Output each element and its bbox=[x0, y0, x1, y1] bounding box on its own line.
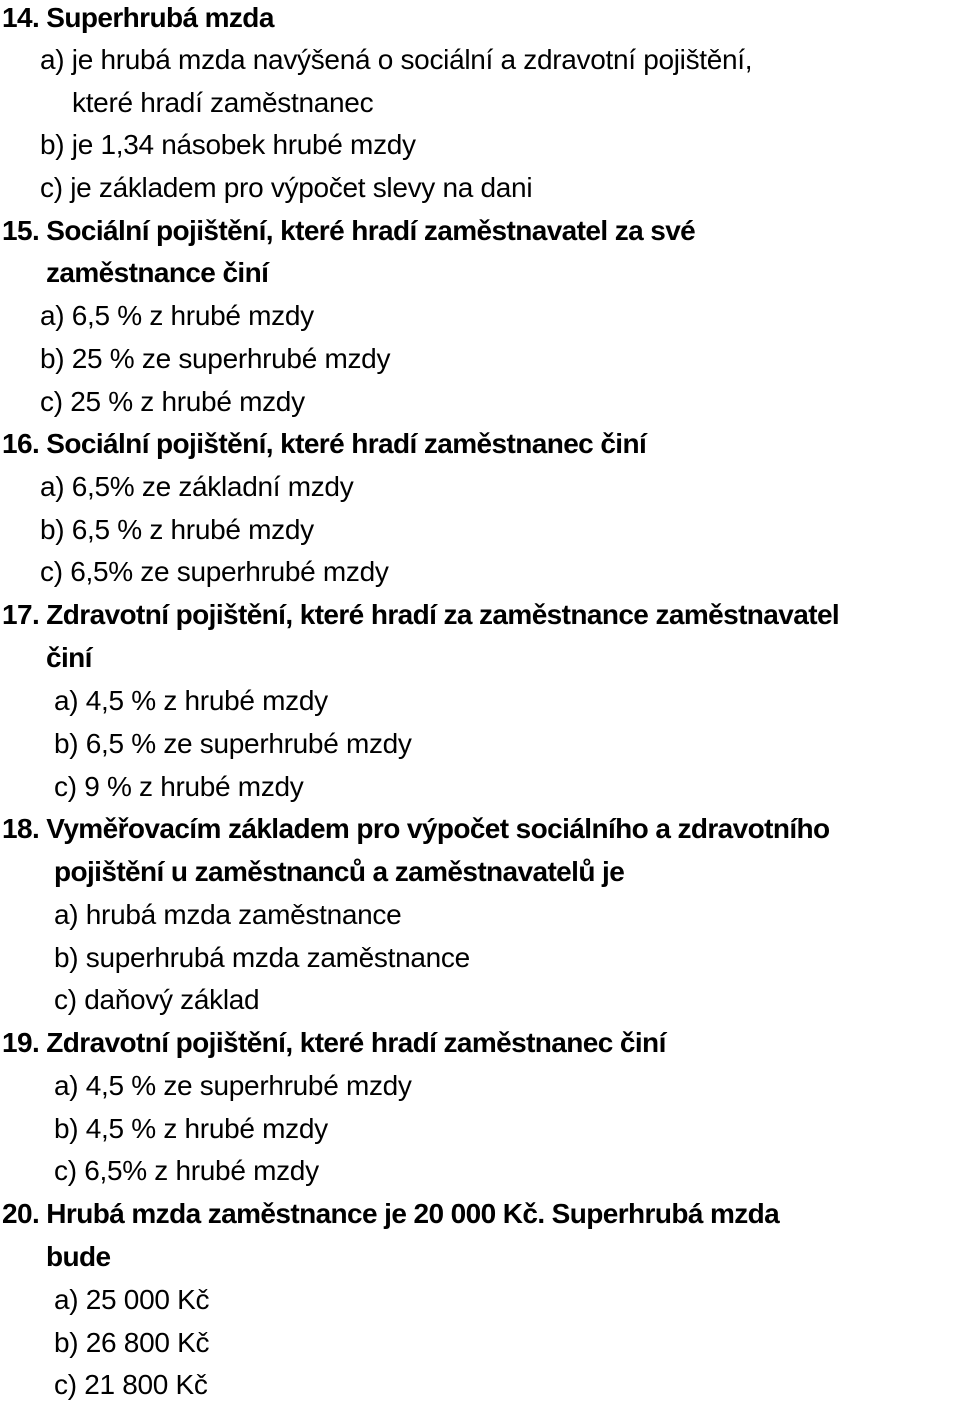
question-16-option-b: b) 6,5 % z hrubé mzdy bbox=[40, 514, 314, 545]
question-15-title-cont: zaměstnance činí bbox=[46, 257, 269, 288]
question-16-option-c: c) 6,5% ze superhrubé mzdy bbox=[40, 556, 389, 587]
question-18-title-cont: pojištění u zaměstnanců a zaměstnavatelů je bbox=[54, 856, 625, 887]
question-16-option-a: a) 6,5% ze základní mzdy bbox=[40, 471, 354, 502]
question-15-option-a: a) 6,5 % z hrubé mzdy bbox=[40, 300, 314, 331]
question-15-option-c: c) 25 % z hrubé mzdy bbox=[40, 386, 305, 417]
question-18-option-b: b) superhrubá mzda zaměstnance bbox=[54, 942, 470, 973]
question-20-option-b: b) 26 800 Kč bbox=[54, 1327, 210, 1358]
question-19-option-b: b) 4,5 % z hrubé mzdy bbox=[54, 1113, 328, 1144]
question-16-title: 16. Sociální pojištění, které hradí zaměstnanec činí bbox=[2, 428, 647, 459]
question-18-option-c: c) daňový základ bbox=[54, 984, 260, 1015]
question-20-title-cont: bude bbox=[46, 1241, 111, 1272]
question-19-title: 19. Zdravotní pojištění, které hradí zaměstnanec činí bbox=[2, 1027, 666, 1058]
question-17-option-b: b) 6,5 % ze superhrubé mzdy bbox=[54, 728, 412, 759]
question-18-title: 18. Vyměřovacím základem pro výpočet sociálního a zdravotního bbox=[2, 813, 830, 844]
question-20-option-c: c) 21 800 Kč bbox=[54, 1369, 208, 1400]
question-20-option-a: a) 25 000 Kč bbox=[54, 1284, 210, 1315]
question-17-title-cont: činí bbox=[46, 642, 92, 673]
question-14-option-a: a) je hrubá mzda navýšená o sociální a zdravotní pojištění, bbox=[40, 44, 753, 75]
question-15-option-b: b) 25 % ze superhrubé mzdy bbox=[40, 343, 391, 374]
question-17-option-c: c) 9 % z hrubé mzdy bbox=[54, 771, 304, 802]
question-14-option-b: b) je 1,34 násobek hrubé mzdy bbox=[40, 129, 416, 160]
question-14-title: 14. Superhrubá mzda bbox=[2, 2, 274, 33]
question-18-option-a: a) hrubá mzda zaměstnance bbox=[54, 899, 402, 930]
question-17-title: 17. Zdravotní pojištění, které hradí za zaměstnance zaměstnavatel bbox=[2, 599, 840, 630]
question-15-title: 15. Sociální pojištění, které hradí zaměstnavatel za své bbox=[2, 215, 696, 246]
question-20-title: 20. Hrubá mzda zaměstnance je 20 000 Kč. Superhrubá mzda bbox=[2, 1198, 780, 1229]
question-19-option-c: c) 6,5% z hrubé mzdy bbox=[54, 1155, 319, 1186]
question-14-option-c: c) je základem pro výpočet slevy na dani bbox=[40, 172, 533, 203]
question-17-option-a: a) 4,5 % z hrubé mzdy bbox=[54, 685, 328, 716]
question-19-option-a: a) 4,5 % ze superhrubé mzdy bbox=[54, 1070, 412, 1101]
question-14-option-a-cont: které hradí zaměstnanec bbox=[72, 87, 374, 118]
